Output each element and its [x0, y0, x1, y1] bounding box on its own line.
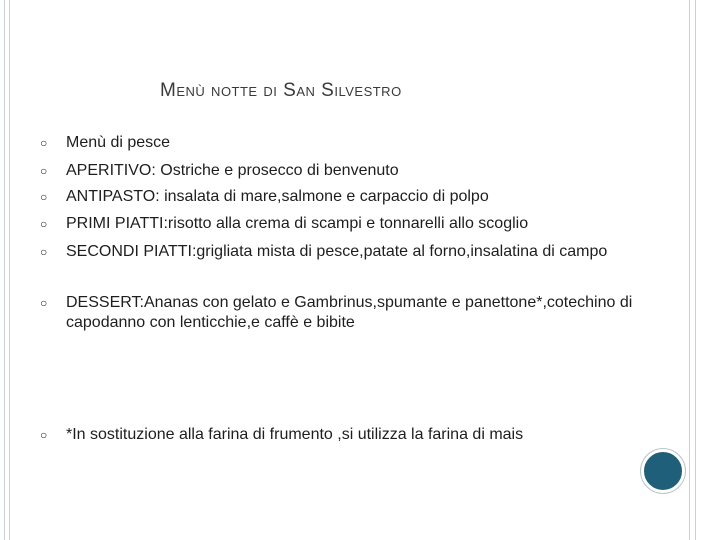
bullet-circle-icon: ○: [40, 136, 48, 150]
slide-title: Menù notte di San Silvestro: [160, 80, 402, 101]
list-item-text: PRIMI PIATTI:risotto alla crema di scampi e tonnarelli allo scoglio: [66, 215, 529, 232]
list-item-text: ANTIPASTO: insalata di mare,salmone e carpaccio di polpo: [66, 188, 489, 205]
bullet-circle-icon: ○: [40, 428, 48, 442]
right-frame-border: [689, 0, 696, 540]
list-item-text: Menù di pesce: [66, 134, 171, 151]
bullet-circle-icon: ○: [40, 190, 48, 204]
bullet-circle-icon: ○: [40, 164, 48, 178]
list-item-text: *In sostituzione alla farina di frumento ,si utilizza la farina di mais: [66, 426, 524, 443]
list-item-text: SECONDI PIATTI:grigliata mista di pesce,patate al forno,insalatina di campo: [66, 243, 608, 260]
list-item-text: APERITIVO: Ostriche e prosecco di benvenuto: [66, 162, 399, 179]
bullet-circle-icon: ○: [40, 245, 48, 259]
bullet-circle-icon: ○: [40, 296, 48, 310]
bullet-circle-icon: ○: [40, 217, 48, 231]
decorative-circle: [641, 449, 685, 493]
list-item-text: DESSERT:Ananas con gelato e Gambrinus,spumante e panettone*,cotechino di capodanno con lenticchie,e caffè e bibite: [66, 294, 633, 331]
left-frame-border: [4, 0, 10, 540]
